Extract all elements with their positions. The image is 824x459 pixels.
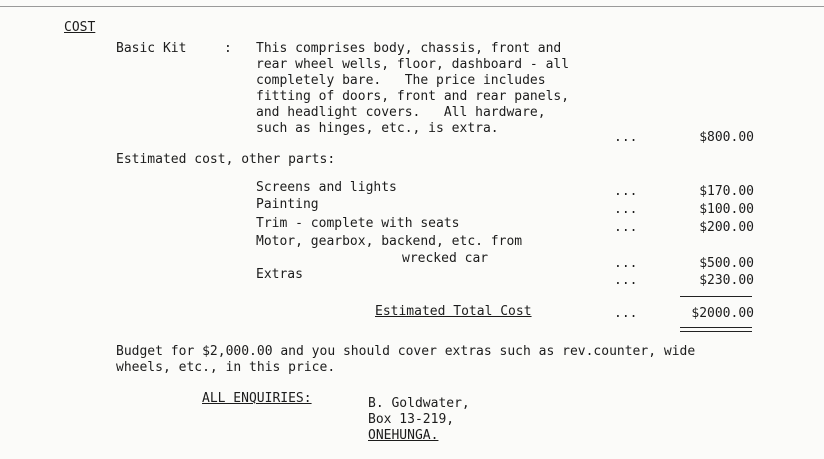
enquiries-town: ONEHUNGA. [368,428,439,443]
item-dots: ... [614,256,638,271]
item-dots: ... [614,202,638,217]
total-double-rule-bottom [680,331,752,332]
basic-kit-line-2: rear wheel wells, floor, dashboard - all [256,57,570,72]
total-double-rule-top [680,327,752,328]
top-rule [0,6,824,7]
enquiries-label: ALL ENQUIRIES: [202,391,312,406]
item-amount: $200.00 [699,220,754,235]
item-name: Extras [256,267,303,282]
other-parts-label: Estimated cost, other parts: [116,152,336,167]
basic-kit-label: Basic Kit [116,41,187,56]
enquiries-name: B. Goldwater, [368,396,470,411]
item-amount: $230.00 [699,273,754,288]
item-amount: $170.00 [699,184,754,199]
basic-kit-colon: : [224,41,232,56]
item-name: Trim - complete with seats [256,216,460,231]
basic-kit-line-6: such as hinges, etc., is extra. [256,121,499,136]
item-name: Painting [256,197,319,212]
subtotal-rule [680,296,752,297]
basic-kit-line-4: fitting of doors, front and rear panels, [256,89,570,104]
item-name-continued: wrecked car [402,251,489,266]
enquiries-box: Box 13-219, [368,412,455,427]
total-dots: ... [614,306,638,321]
item-dots: ... [614,184,638,199]
basic-kit-line-3: completely bare. The price includes [256,73,546,88]
item-dots: ... [614,273,638,288]
budget-line-1: Budget for $2,000.00 and you should cover extras such as rev.counter, wide [116,344,696,359]
basic-kit-line-1: This comprises body, chassis, front and [256,41,562,56]
total-label: Estimated Total Cost [375,304,532,319]
budget-line-2: wheels, etc., in this price. [116,360,336,375]
item-name: Motor, gearbox, backend, etc. from [256,234,523,249]
item-name: Screens and lights [256,180,397,195]
total-amount: $2000.00 [691,306,754,321]
item-amount: $500.00 [699,256,754,271]
basic-kit-line-5: and headlight covers. All hardware, [256,105,546,120]
item-amount: $100.00 [699,202,754,217]
basic-kit-dots: ... [614,130,638,145]
cost-heading: COST [64,20,96,35]
basic-kit-amount: $800.00 [699,130,754,145]
item-dots: ... [614,220,638,235]
